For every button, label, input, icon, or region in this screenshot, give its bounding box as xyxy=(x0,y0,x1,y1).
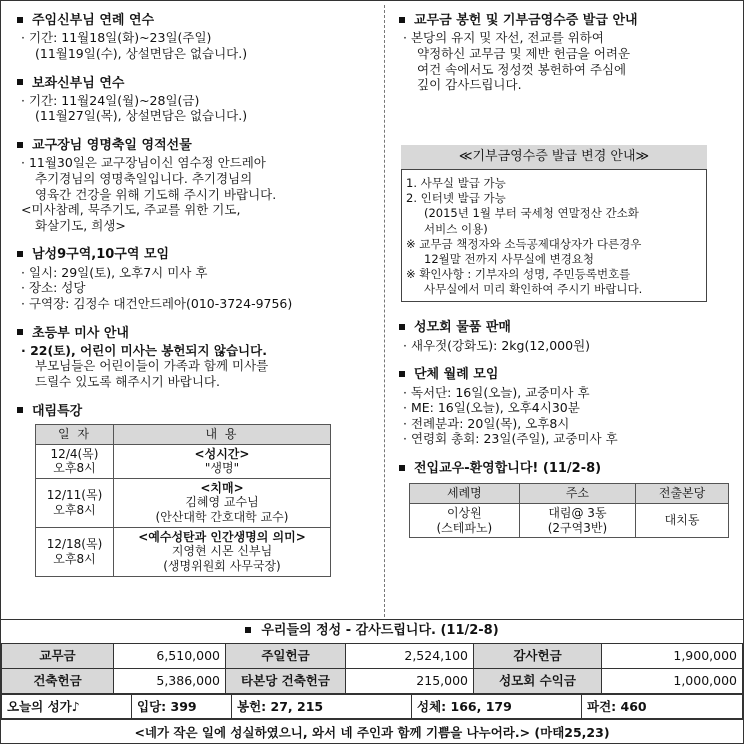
text-line: · 장소: 성당 xyxy=(21,280,86,296)
section-title: 전입교우-환영합니다! (11/2-8) xyxy=(397,461,737,477)
offering-label: 성모회 수익금 xyxy=(474,669,602,694)
square-bullet-icon xyxy=(245,627,251,633)
offering-label: 주일헌금 xyxy=(226,644,346,669)
text-line: 부모님들은 어린이들이 가족과 함께 미사를 xyxy=(35,358,269,374)
lecture-table xyxy=(35,424,331,577)
notice-body: 1. 사무실 발급 가능 2. 인터넷 발급 가능 (2015년 1월 부터 국세청 연말정산 간소화 서비스 이용) ※ 교무금 책정자와 소득공제대상자가 다른경우 12월말 전까지 사무실에 변경요청 ※ 확인사항 : 기부자의 성명, 주민등록번호를 사무실에서 미리 확인하여 주시기 바랍니다. xyxy=(406,176,643,297)
column-header: 일 자 xyxy=(36,424,114,444)
section-title: 남성9구역,10구역 모임 xyxy=(15,247,365,263)
table-row xyxy=(36,527,331,576)
left-column xyxy=(15,13,365,591)
text-line: · 구역장: 김정수 대건안드레아(010-3724-9756) xyxy=(21,295,293,311)
offering-value: 2,524,100 xyxy=(346,644,474,669)
lecture-content: <치매> 김혜영 교수님 (안산대학 간호대학 교수) xyxy=(114,478,331,527)
section-title: 대림특강 xyxy=(15,404,365,420)
offering-label: 건축헌금 xyxy=(2,669,114,694)
square-bullet-icon xyxy=(17,329,23,335)
section-group-meetings xyxy=(397,367,737,447)
text-line: · ME: 16일(오늘), 오후4시30분 xyxy=(403,400,580,416)
column-header: 주소 xyxy=(519,484,635,504)
baptismal-name: 이상원 (스테파노) xyxy=(410,503,520,537)
lecture-date: 12/11(목) 오후8시 xyxy=(36,478,114,527)
table-header-row xyxy=(410,484,729,504)
text-line: · 기간: 11월18일(화)~23일(주일) xyxy=(21,30,212,46)
section-title: 보좌신부님 연수 xyxy=(15,76,365,92)
text-line: 깊이 감사드립니다. xyxy=(417,77,522,93)
offering-value: 1,000,000 xyxy=(602,669,743,694)
receipt-notice-box xyxy=(401,145,707,303)
square-bullet-icon xyxy=(17,407,23,413)
column-divider xyxy=(384,5,385,617)
section-title: 주임신부님 연례 연수 xyxy=(15,13,365,29)
section-assistant-retreat xyxy=(15,76,365,125)
text-line: · 새우젓(강화도): 2kg(12,000원) xyxy=(403,337,591,353)
table-row xyxy=(2,644,743,669)
offering-label: 감사헌금 xyxy=(474,644,602,669)
section-title: 교구장님 영명축일 영적선물 xyxy=(15,138,365,154)
section-goods-sale xyxy=(397,320,737,353)
square-bullet-icon xyxy=(399,17,405,23)
hymn-label: 오늘의 성가♪ xyxy=(2,695,132,719)
column-header: 세례명 xyxy=(410,484,520,504)
square-bullet-icon xyxy=(17,17,23,23)
lecture-date: 12/18(목) 오후8시 xyxy=(36,527,114,576)
offering-label: 교무금 xyxy=(2,644,114,669)
text-line: · 일시: 29일(토), 오후7시 미사 후 xyxy=(21,264,208,280)
section-offering-receipt xyxy=(397,13,737,93)
table-row xyxy=(36,444,331,478)
section-children-mass xyxy=(15,326,365,390)
hymn-offertory: 봉헌: 27, 215 xyxy=(232,695,412,719)
text-line: (11월27일(목), 상설면담은 없습니다.) xyxy=(35,108,248,124)
section-title: 성모회 물품 판매 xyxy=(397,320,737,336)
square-bullet-icon xyxy=(399,324,405,330)
text-line: 약정하신 교무금 및 제반 헌금을 어려운 xyxy=(417,45,631,61)
table-row xyxy=(36,478,331,527)
new-members-table xyxy=(409,483,729,538)
lecture-content: <예수성탄과 인간생명의 의미> 지영현 시몬 신부님 (생명위원회 사무국장) xyxy=(114,527,331,576)
text-line: · 기간: 11월24일(월)~28일(금) xyxy=(21,92,200,108)
table-row xyxy=(2,695,743,719)
square-bullet-icon xyxy=(17,79,23,85)
section-advent-lectures xyxy=(15,404,365,577)
text-line: 영육간 건강을 위해 기도해 주시기 바랍니다. xyxy=(35,186,277,202)
text-line: · 11월30일은 교구장님이신 염수정 안드레아 xyxy=(21,155,266,171)
offerings-title: 우리들의 정성 - 감사드립니다. (11/2-8) xyxy=(1,619,743,643)
hymn-table xyxy=(1,694,743,719)
offering-value: 6,510,000 xyxy=(114,644,226,669)
section-mens-meeting xyxy=(15,247,365,311)
text-line: · 전례분과: 20일(목), 오후8시 xyxy=(403,415,570,431)
offering-value: 5,386,000 xyxy=(114,669,226,694)
table-row xyxy=(2,669,743,694)
lecture-content: <성시간> "생명" xyxy=(114,444,331,478)
offering-label: 타본당 건축헌금 xyxy=(226,669,346,694)
text-line: 드릴수 있도록 해주시기 바랍니다. xyxy=(35,374,220,389)
column-header: 내 용 xyxy=(114,424,331,444)
lecture-date: 12/4(목) 오후8시 xyxy=(36,444,114,478)
text-line: 추기경님의 영명축일입니다. 추기경님의 xyxy=(35,170,253,186)
square-bullet-icon xyxy=(17,251,23,257)
text-line: 화살기도, 희생> xyxy=(35,217,126,233)
section-title: 초등부 미사 안내 xyxy=(15,326,365,342)
text-line: · 본당의 유지 및 자선, 전교를 위하여 xyxy=(403,30,604,46)
right-column xyxy=(397,13,737,552)
hymn-communion: 성체: 166, 179 xyxy=(412,695,582,719)
offerings-section xyxy=(1,619,743,744)
notice-title: ≪기부금영수증 발급 변경 안내≫ xyxy=(401,145,707,170)
square-bullet-icon xyxy=(399,465,405,471)
section-title: 단체 월례 모임 xyxy=(397,367,737,383)
square-bullet-icon xyxy=(399,371,405,377)
address: 대림@ 3동 (2구역3반) xyxy=(519,503,635,537)
text-line: · 독서단: 16일(오늘), 교중미사 후 xyxy=(403,384,590,400)
text-line: (11월19일(수), 상설면담은 없습니다.) xyxy=(35,45,248,61)
table-header-row xyxy=(36,424,331,444)
section-new-members xyxy=(397,461,737,538)
previous-parish: 대치동 xyxy=(636,503,729,537)
section-title: 교무금 봉헌 및 기부금영수증 발급 안내 xyxy=(397,13,737,29)
text-line: <미사참례, 묵주기도, 주교를 위한 기도, xyxy=(21,202,241,218)
text-line: · 연령회 총회: 23일(주일), 교중미사 후 xyxy=(403,431,618,447)
hymn-entrance: 입당: 399 xyxy=(132,695,232,719)
hymn-dismissal: 파견: 460 xyxy=(582,695,743,719)
text-line: 여건 속에서도 정성껏 봉헌하여 주심에 xyxy=(417,61,627,77)
column-header: 전출본당 xyxy=(636,484,729,504)
section-pastor-retreat xyxy=(15,13,365,62)
text-line: · 22(토), 어린이 미사는 봉헌되지 않습니다. xyxy=(21,342,267,358)
section-bishop-feast xyxy=(15,138,365,233)
offering-value: 215,000 xyxy=(346,669,474,694)
square-bullet-icon xyxy=(17,142,23,148)
offering-value: 1,900,000 xyxy=(602,644,743,669)
bible-verse: <네가 작은 일에 성실하였으니, 와서 네 주인과 함께 기쁨을 나누어라.> (마태25,23) xyxy=(1,719,743,744)
table-row xyxy=(410,503,729,537)
offerings-table xyxy=(1,643,743,694)
